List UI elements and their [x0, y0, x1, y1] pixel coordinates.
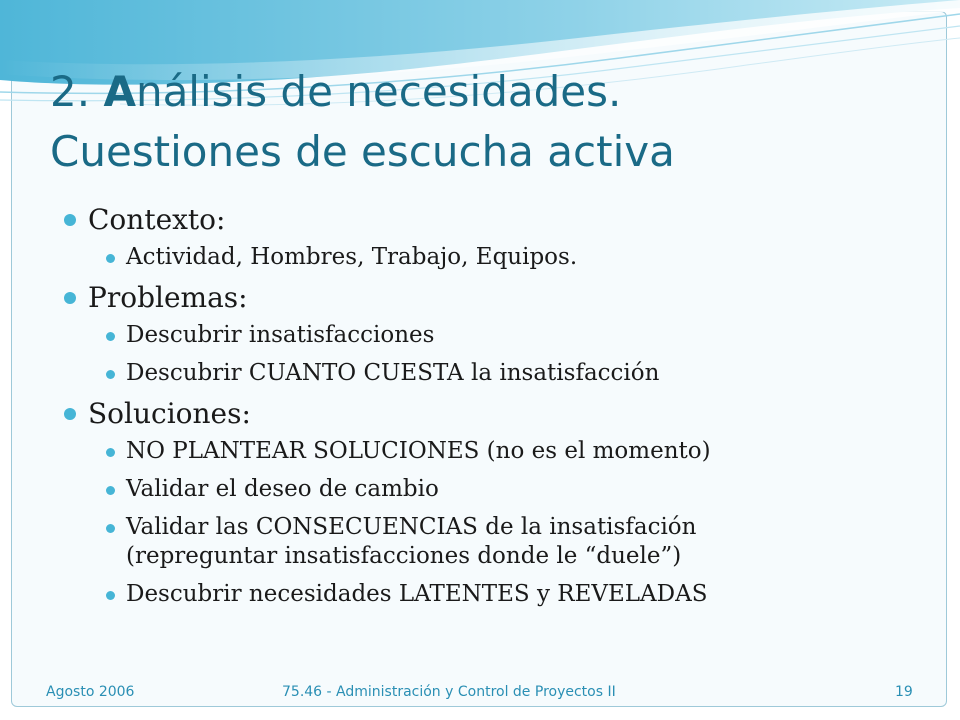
bullet-icon — [106, 370, 115, 379]
list-item: NO PLANTEAR SOLUCIONES (no es el momento) — [60, 437, 920, 466]
title-accent-letter: A — [103, 67, 136, 116]
heading-problemas: Problemas: — [60, 278, 920, 318]
list-item: Actividad, Hombres, Trabajo, Equipos. — [60, 243, 920, 272]
title-rest: nálisis de necesidades. — [135, 67, 622, 116]
bullet-icon — [106, 486, 115, 495]
heading-soluciones: Soluciones: — [60, 394, 920, 434]
footer-date: Agosto 2006 — [46, 684, 135, 700]
title-line-2: Cuestiones de escucha activa — [50, 127, 675, 176]
bullet-icon — [106, 254, 115, 263]
list-item-continuation: (repreguntar insatisfacciones donde le “duele”) — [126, 543, 682, 569]
list-item: Descubrir necesidades LATENTES y REVELADAS — [60, 580, 920, 609]
list-item: Descubrir CUANTO CUESTA la insatisfacción — [60, 359, 920, 388]
bullet-icon — [106, 524, 115, 533]
heading-contexto: Contexto: — [60, 200, 920, 240]
bullet-icon — [64, 292, 76, 304]
slide-title — [50, 62, 930, 182]
title-prefix: 2. — [50, 67, 104, 116]
slide-content — [60, 200, 920, 609]
list-item: Validar las CONSECUENCIAS de la insatisfación (repreguntar insatisfacciones donde le “duele”) — [60, 513, 920, 571]
bullet-icon — [106, 448, 115, 457]
bullet-icon — [64, 214, 76, 226]
bullet-icon — [106, 591, 115, 600]
footer-course: 75.46 - Administración y Control de Proyectos II — [282, 684, 616, 700]
bullet-icon — [64, 408, 76, 420]
list-item: Validar el deseo de cambio — [60, 475, 920, 504]
list-item: Descubrir insatisfacciones — [60, 321, 920, 350]
bullet-icon — [106, 332, 115, 341]
footer-page-number: 19 — [895, 684, 913, 700]
